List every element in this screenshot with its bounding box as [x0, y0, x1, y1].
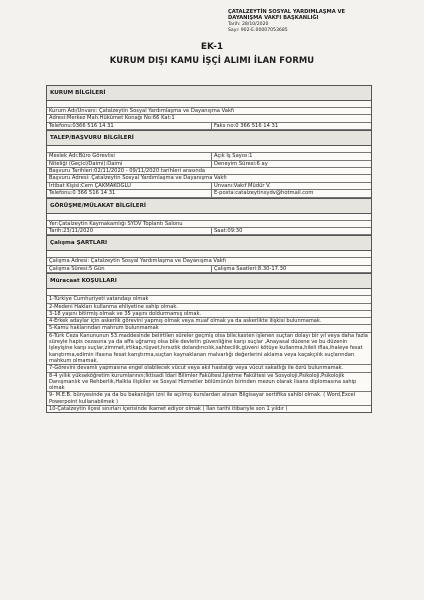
niteligi: Niteliği (Geçici/Daimi):Daimi	[49, 160, 123, 167]
gorusme-saat: Saat:09:30	[211, 228, 371, 234]
announcement-form	[46, 85, 372, 413]
list-item: 9- M.E.B. bünyesinde ya da bu bakanlığın izni ile açılmış kurslardan alınan Bilgisayar sertifika sahibi olmak. ( Word,Excel Powerpoint kullanabilmek )	[47, 392, 371, 406]
kurum-adi-row	[47, 107, 371, 115]
basvuru-adresi-row	[47, 175, 371, 182]
list-item: 4-Erkek adaylar için askerlik görevini yapmış olmak veya muaf olmak ya da askerlikte ilişkisi bulunmamak.	[47, 318, 371, 325]
section-heading-gorusme: GÖRÜŞME/MÜLAKAT BİLGİLERİ	[47, 198, 371, 214]
basvuru-tarihleri: Başvuru Tarihleri:02/11/2020 - 09/11/2020 tarihleri arasında	[49, 168, 206, 175]
section-heading-muracaat: Müracaat KOŞULLARI	[47, 273, 371, 289]
irtibat-kisisi: İrtibat Kişisi:Cem ÇAKMAKOĞLU	[49, 182, 131, 189]
list-item: 3-18 yaşını bitirmiş olmak ve 35 yaşını doldurmamış olmak.	[47, 311, 371, 318]
kurum-adres: Adresi:Merkez Mah.Hükümet Konağı No:66 Kat:1	[49, 115, 175, 122]
issuer-org-line1: ÇATALZEYTİN SOSYAL YARDIMLAŞMA VE	[228, 9, 346, 15]
annex-label: EK-1	[200, 42, 224, 52]
basvuru-adresi: Başvuru Adresi: Çatalzeytin Sosyal Yardımlaşma ve Dayanışma Vakfı	[49, 175, 227, 182]
gorusme-tarih: Tarih:23/11/2020	[49, 228, 93, 235]
talep-nitelik-row	[47, 161, 371, 168]
meslek-adi: Meslek Adı:Büro Görevlisi	[49, 153, 115, 160]
kurum-iletisim-row	[47, 123, 371, 130]
muracaat-list	[47, 295, 371, 412]
kurum-adres-row	[47, 115, 371, 122]
talep-meslek-row	[47, 152, 371, 160]
issuer-org-line2: DAYANIŞMA VAKFI BAŞKANLIĞI	[228, 15, 319, 22]
document-number: Sayı: 902-E.00007053685	[228, 28, 288, 34]
calisma-adresi: Çalışma Adresi: Çatalzeytin Sosyal Yardımlaşma ve Dayanışma Vakfı	[49, 258, 227, 265]
issuer-header	[228, 9, 408, 35]
irtibat-unvan: Unvanı:Vakıf Müdür V.	[211, 183, 371, 189]
irtibat-eposta: E-posta:catalzeytinsydv@hotmail.com	[211, 190, 371, 196]
section-heading-talep: TALEP/BAŞVURU BİLGİLERİ	[47, 130, 371, 146]
gorusme-yer-row	[47, 220, 371, 228]
irtibat-iletisim-row	[47, 190, 371, 197]
irtibat-telefon: Telefonu:0 366 516 14 31	[49, 190, 116, 197]
gorusme-yer: Yer:Çatalzeytin Kaymakamlığı SYDV Toplantı Salonu	[49, 220, 183, 227]
gorusme-tarih-row	[47, 228, 371, 235]
kurum-faks: Faks no:0 366 516 14 31	[211, 123, 371, 129]
acik-is-sayisi: Açık İş Sayısı:1	[211, 153, 371, 159]
deneyim-suresi: Deneyim Süresi:6 ay	[211, 161, 371, 167]
basvuru-tarihleri-row	[47, 168, 371, 175]
document-date: Tarih: 28/10/2020	[228, 21, 269, 27]
kurum-telefon: Telefonu:0366 516 14 31	[49, 122, 114, 129]
calisma-saatleri: Çalışma Saatleri:8.30-17.30	[211, 266, 371, 272]
calisma-adres-row	[47, 257, 371, 265]
kurum-adi: Kurum Adı/Unvanı: Çatalzeytin Sosyal Yardımlaşma ve Dayanışma Vakfı	[49, 108, 235, 114]
list-item: 6-Türk Ceza Kanununun 53.maddesinde belirtilen süreler geçmiş olsa bile;kasten işlenen suçtan dolayı bir yıl veya daha fazla süreyle hapis cezasına ya da affa uğramış olsa bile devletin güvenliğine karşı suçlar ,Anayasal düzene ve bu düzenin işleyişine karşı suçlar,zimmet,irtikap,rüşvet,hırsızlık dolandırıcılık,sahtecilik,güveni kötüye kullanma,hileli iflas,ihaleye fesat karıştırma,edimin ifasına fesat karıştırma,suçtan kaynaklanan malvarlığı değerlerini aklama veya kaçakçılık suçlarından mahkum olmamak.	[47, 333, 371, 365]
section-heading-calisma: Çalışma ŞARTLARI	[47, 235, 371, 251]
calisma-sure-row	[47, 266, 371, 273]
list-item: 10-Çatalzeytin ilçesi sınırları içerisinde ikamet ediyor olmak ( İlan tarihi itibariyle son 1 yıldır )	[49, 406, 288, 413]
section-heading-kurum: KURUM BİLGİLERİ	[47, 86, 371, 101]
list-item: 2-Medeni Hakları kullanma ehliyetine sahip olmak.	[47, 304, 371, 311]
list-item: 7-Görevini devamlı yapmasına engel olabilecek vücut veya akıl hastalığı veya vücut sakatlığı ile özrü bulunmamak.	[47, 365, 371, 372]
list-item: 8-4 yıllık yükseköğretim kurumlarının;İktisadi İdari Bilimler Fakültesi,İşletme Fakültesi ve Sosyoloji,Psikoloji,Psikolojik Danışmanlık ve Rehberlik,Halkla ilişkiler ve Sosyal Hizmetler bölümünün birinden mezun olarak lisans diplomasına sahip olmak	[47, 373, 371, 393]
calisma-suresi: Çalışma Süresi:5 Gün	[49, 265, 105, 272]
page-title: KURUM DIŞI KAMU İŞÇİ ALIMI İLAN FORMU	[109, 55, 315, 65]
list-item: 5-Kamu haklarından mahrum bulunmamak	[47, 325, 371, 332]
irtibat-row	[47, 183, 371, 190]
list-item: 1-Türkiye Cumhuriyeti vatandaşı olmak	[47, 296, 371, 303]
